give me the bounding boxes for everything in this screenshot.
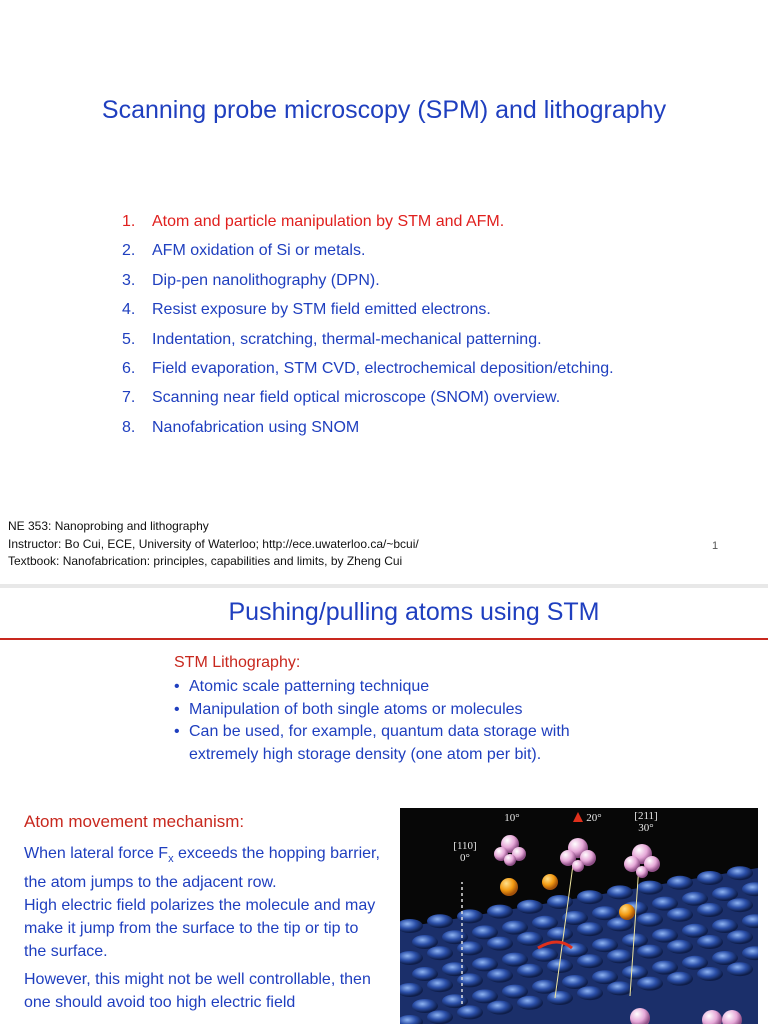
- surface-bump: [457, 973, 483, 987]
- surface-bump: [652, 929, 678, 943]
- stm-lithography-heading: STM Lithography:: [174, 654, 301, 671]
- topic-item: 4. Resist exposure by STM field emitted electrons.: [122, 301, 491, 319]
- surface-bump: [592, 938, 618, 952]
- controllability-paragraph: However, this might not be well controllable, then one should avoid too high electric field: [24, 971, 371, 1011]
- electric-field-paragraph: High electric field polarizes the molecule and may make it jump from the surface to the tip or tip to the surface.: [24, 897, 376, 960]
- page-number: 1: [712, 540, 719, 552]
- topic-list: [122, 207, 614, 442]
- surface-bump: [607, 981, 633, 995]
- surface-bump: [667, 876, 693, 890]
- textbook-line: Textbook: Nanofabrication: principles, capabilities and limits, by Zheng Cui: [8, 554, 403, 568]
- surface-bump: [637, 945, 663, 959]
- surface-bump: [577, 954, 603, 968]
- surface-bump: [442, 930, 468, 944]
- direction-label: [211] 30°: [634, 810, 658, 834]
- direction-label: [110] 0°: [453, 840, 477, 864]
- surface-bump: [517, 900, 543, 914]
- surface-bump: [427, 914, 453, 928]
- surface-bump: [682, 956, 708, 970]
- surface-bump: [607, 885, 633, 899]
- topic-item: 8. Nanofabrication using SNOM: [122, 418, 360, 436]
- angle-label: 10°: [504, 812, 520, 824]
- stm-bullet-list: [174, 676, 619, 766]
- surface-bump: [682, 924, 708, 938]
- surface-bump: [487, 1001, 513, 1015]
- angle-label: 20°: [586, 812, 602, 824]
- surface-bump: [667, 908, 693, 922]
- surface-bump: [697, 967, 723, 981]
- surface-bump: [532, 916, 558, 930]
- surface-bump: [412, 935, 438, 949]
- surface-bump: [442, 962, 468, 976]
- surface-bump: [427, 1010, 453, 1024]
- surface-bump: [652, 897, 678, 911]
- surface-bump: [712, 919, 738, 933]
- surface-bump: [697, 935, 723, 949]
- bullet-item: • Manipulation of both single atoms or molecules: [174, 699, 619, 722]
- surface-bump: [442, 994, 468, 1008]
- surface-bump: [457, 941, 483, 955]
- topic-item: 1. Atom and particle manipulation by STM and AFM.: [122, 213, 505, 230]
- instructor-line: Instructor: Bo Cui, ECE, University of Waterloo; http://ece.uwaterloo.ca/~bcui/: [8, 536, 419, 551]
- surface-bump: [547, 991, 573, 1005]
- slide-2: [0, 588, 768, 1024]
- surface-bump: [517, 996, 543, 1010]
- molecule: [624, 844, 660, 878]
- surface-bump: [502, 985, 528, 999]
- surface-bump: [637, 913, 663, 927]
- surface-bump: [547, 927, 573, 941]
- atom: [542, 874, 558, 890]
- surface-bump: [712, 887, 738, 901]
- topic-item: 3. Dip-pen nanolithography (DPN).: [122, 271, 380, 289]
- surface-bump: [667, 972, 693, 986]
- surface-bump: [652, 961, 678, 975]
- surface-bump: [502, 921, 528, 935]
- surface-bump: [712, 951, 738, 965]
- surface-bump: [427, 978, 453, 992]
- surface-bump: [472, 957, 498, 971]
- surface-bump: [427, 946, 453, 960]
- surface-bump: [637, 881, 663, 895]
- surface-bump: [457, 1005, 483, 1019]
- surface-bump: [577, 890, 603, 904]
- atom: [619, 904, 635, 920]
- surface-bump: [667, 940, 693, 954]
- surface-bump: [487, 905, 513, 919]
- molecule: [560, 838, 596, 872]
- mechanism-heading: Atom movement mechanism:: [24, 812, 245, 831]
- topic-item: 2. AFM oxidation of Si or metals.: [122, 242, 366, 260]
- slide-footer: [8, 518, 419, 571]
- surface-bump: [472, 989, 498, 1003]
- surface-bump: [517, 932, 543, 946]
- slide-1-title: Scanning probe microscopy (SPM) and lithography: [101, 96, 667, 124]
- surface-bump: [697, 871, 723, 885]
- surface-bump: [532, 980, 558, 994]
- molecule: [494, 835, 526, 866]
- bullet-item: • Atomic scale patterning technique: [174, 676, 619, 699]
- surface-bump: [532, 948, 558, 962]
- surface-bump: [727, 898, 753, 912]
- surface-bump: [607, 949, 633, 963]
- surface-bump: [682, 892, 708, 906]
- surface-bump: [622, 933, 648, 947]
- surface-bump: [472, 925, 498, 939]
- surface-bump: [637, 977, 663, 991]
- lateral-force-paragraph: When lateral force $F_x$ exceeds the hopping barrier, the atom jumps to the adjacent row.: [24, 845, 380, 892]
- atom: [500, 878, 518, 896]
- surface-bump: [412, 967, 438, 981]
- surface-bump: [727, 930, 753, 944]
- surface-bump: [457, 909, 483, 923]
- surface-bump: [412, 999, 438, 1013]
- surface-bump: [577, 986, 603, 1000]
- surface-bump: [727, 866, 753, 880]
- title-underline: [0, 638, 768, 640]
- surface-bump: [622, 965, 648, 979]
- course-line: NE 353: Nanoprobing and lithography: [8, 519, 209, 533]
- topic-item: 6. Field evaporation, STM CVD, electrochemical deposition/etching.: [122, 359, 614, 377]
- surface-bump: [577, 922, 603, 936]
- surface-bump: [517, 964, 543, 978]
- topic-item: 5. Indentation, scratching, thermal-mechanical patterning.: [122, 330, 542, 348]
- topic-item: 7. Scanning near field optical microscope (SNOM) overview.: [122, 389, 561, 407]
- surface-bump: [562, 975, 588, 989]
- surface-bump: [592, 906, 618, 920]
- surface-bump: [727, 962, 753, 976]
- surface-bump: [592, 970, 618, 984]
- surface-bump: [487, 937, 513, 951]
- stm-atom-manipulation-figure: [400, 808, 758, 1024]
- surface-bump: [487, 969, 513, 983]
- surface-bump: [502, 953, 528, 967]
- surface-bump: [697, 903, 723, 917]
- bullet-item: • Can be used, for example, quantum data storage with extremely high storage density (one atom per bit).: [174, 721, 619, 766]
- slide-2-title: Pushing/pulling atoms using STM: [228, 598, 600, 626]
